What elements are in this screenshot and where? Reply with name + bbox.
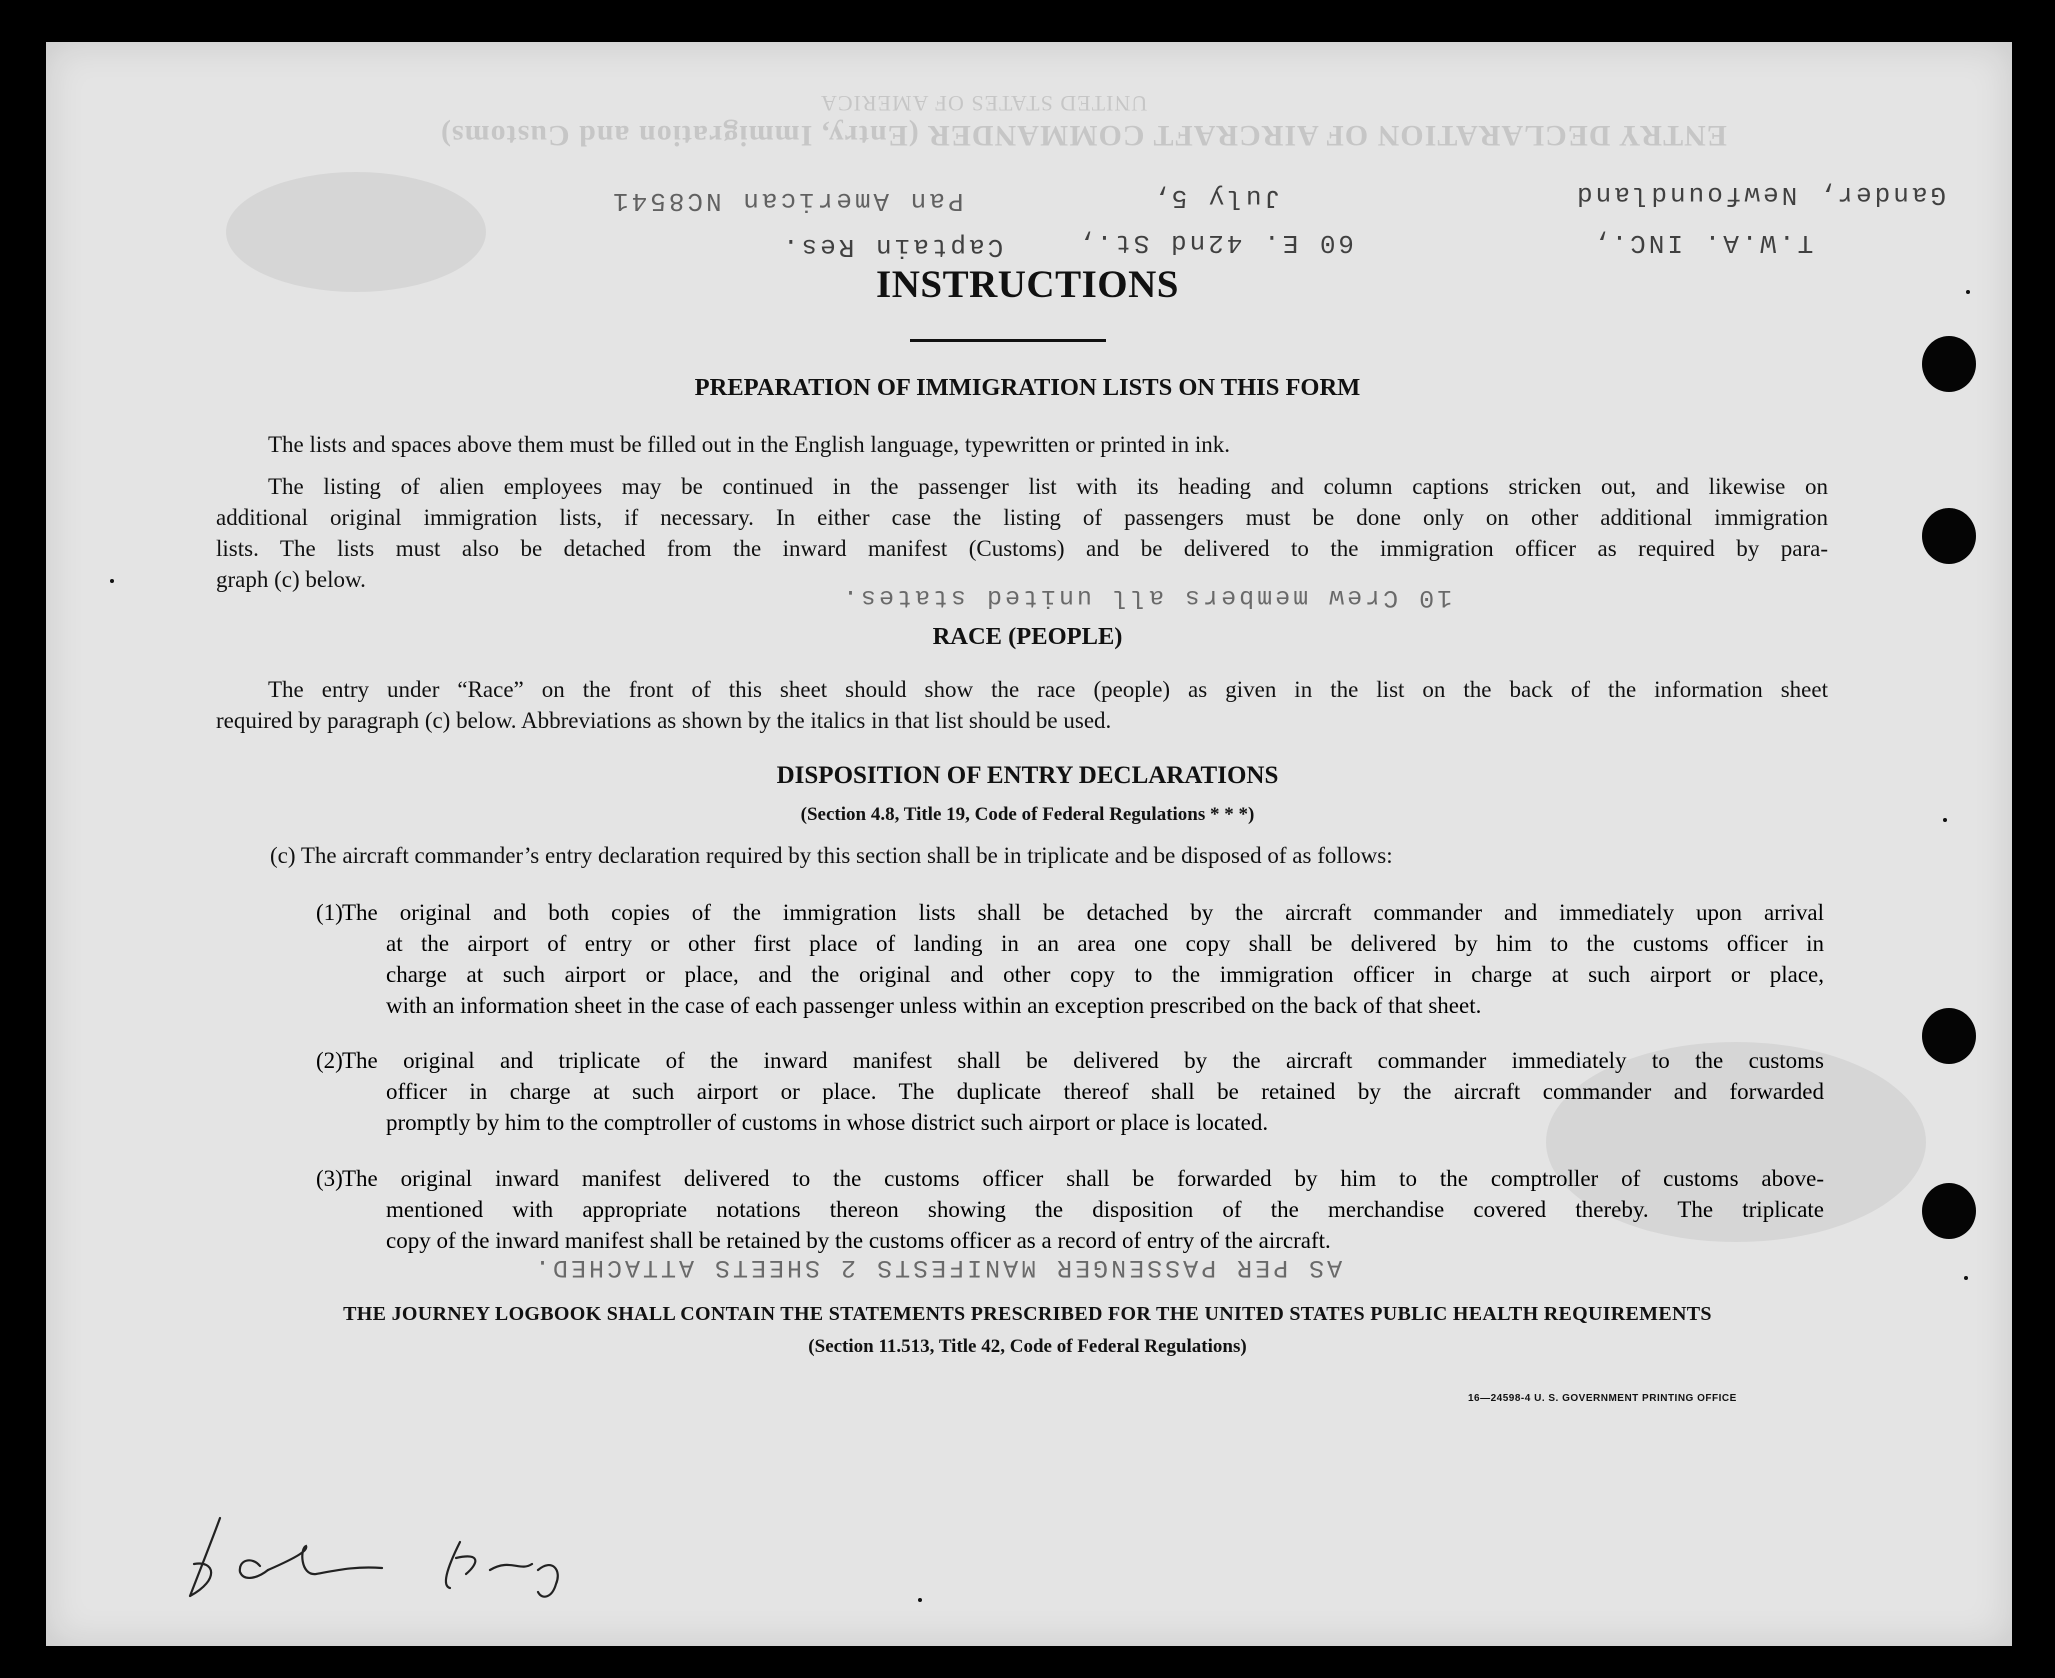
bleed-typed-crew: 10 Crew members all united states. [840, 583, 1453, 612]
heading-race: RACE (PEOPLE) [932, 623, 1123, 650]
text-line: The original and both copies of the immigration lists shall be detached by the aircraft commander and immediately upon arrival [342, 900, 1824, 925]
text-line: The original and triplicate of the inward manifest shall be delivered by the aircraft commander immediately to the customs [342, 1048, 1824, 1073]
page-title: INSTRUCTIONS [876, 263, 1179, 306]
text-line: copy of the inward manifest shall be retained by the customs officer as a record of entry of the aircraft. [386, 1228, 1331, 1253]
handwritten-signature [160, 1500, 600, 1610]
ink-speck [1943, 818, 1947, 822]
text-line: graph (c) below. [216, 567, 366, 592]
text-line: with an information sheet in the case of each passenger unless within an exception prescribed on the back of that sheet. [386, 993, 1482, 1018]
bleed-header-1: UNITED STATES OF AMERICA [820, 91, 1148, 116]
text-line: The listing of alien employees may be continued in the passenger list with its heading and column captions stricken out, and likewise on [268, 474, 1828, 499]
text-line: at the airport of entry or other first place of landing in an area one copy shall be delivered by him to the customs officer in [386, 931, 1824, 956]
ink-speck [1964, 1276, 1968, 1280]
ink-speck [1966, 290, 1970, 294]
paragraph-c-intro: (c) The aircraft commander’s entry declaration required by this section shall be in triplicate and be disposed of as follows: [270, 843, 1393, 868]
text-line: The original inward manifest delivered to the customs officer shall be forwarded by him to the comptroller of customs above- [342, 1166, 1824, 1191]
item-number: (2) [316, 1048, 343, 1073]
bleed-typed-aircraft: Pan American NC8541 [610, 186, 964, 216]
text-line: officer in charge at such airport or place. The duplicate thereof shall be retained by the aircraft commander and forwarded [386, 1079, 1824, 1104]
title-underline [910, 339, 1106, 342]
ink-speck [110, 579, 114, 583]
citation-title-42: (Section 11.513, Title 42, Code of Federal Regulations) [808, 1336, 1247, 1357]
item-number: (1) [316, 900, 343, 925]
paragraph-alien-employees [216, 471, 1828, 595]
bleed-typed-airline: T.W.A. INC., [1590, 228, 1814, 258]
paragraph-race-entry [216, 674, 1828, 736]
printing-office-imprint: 16—24598-4 U. S. GOVERNMENT PRINTING OFFICE [1468, 1393, 1737, 1404]
punch-hole [1922, 508, 1976, 564]
text-line: promptly by him to the comptroller of customs in whose district such airport or place is located. [386, 1110, 1269, 1135]
text-line: charge at such airport or place, and the original and other copy to the immigration officer in charge at such airport or place, [386, 962, 1824, 987]
bleed-header-2: ENTRY DECLARATION OF AIRCRAFT COMMANDER (Entry, Immigration and Customs) [440, 119, 1727, 152]
text-line: required by paragraph (c) below. Abbreviations as shown by the italics in that list should be used. [216, 708, 1112, 733]
citation-title-19: (Section 4.8, Title 19, Code of Federal Regulations * * *) [800, 804, 1255, 825]
ink-speck [918, 1598, 922, 1602]
text-line: additional original immigration lists, if necessary. In either case the listing of passengers must be done only on other additional immigration [216, 505, 1828, 530]
item-number: (3) [316, 1166, 343, 1191]
bleed-typed-date: July 5, [1150, 183, 1281, 213]
text-line: lists. The lists must also be detached from the inward manifest (Customs) and be delivered to the immigration officer as required by para- [216, 536, 1828, 561]
text-line: mentioned with appropriate notations thereon showing the disposition of the merchandise covered thereby. The triplicate [386, 1197, 1824, 1222]
bleed-typed-captain: Captain Res. [780, 232, 1004, 262]
public-health-statement: THE JOURNEY LOGBOOK SHALL CONTAIN THE STATEMENTS PRESCRIBED FOR THE UNITED STATES PUBLIC HEALTH REQUIREMENTS [343, 1303, 1712, 1325]
heading-disposition: DISPOSITION OF ENTRY DECLARATIONS [776, 762, 1279, 789]
punch-hole [1922, 336, 1976, 392]
paragraph-english-language: The lists and spaces above them must be filled out in the English language, typewritten or printed in ink. [268, 432, 1230, 457]
bleed-typed-manifests: AS PER PASSENGER MANIFESTS 2 SHEETS ATTACHED. [532, 1253, 1343, 1282]
punch-hole [1922, 1008, 1976, 1064]
bleed-typed-place: Gander, Newfoundland [1574, 180, 1947, 210]
text-line: The entry under “Race” on the front of this sheet should show the race (people) as given in the list on the back of the information sheet [268, 677, 1828, 702]
heading-preparation: PREPARATION OF IMMIGRATION LISTS ON THIS FORM [694, 374, 1361, 401]
punch-hole [1922, 1183, 1976, 1239]
bleed-typed-address: 60 E. 42nd St., [1075, 228, 1355, 258]
